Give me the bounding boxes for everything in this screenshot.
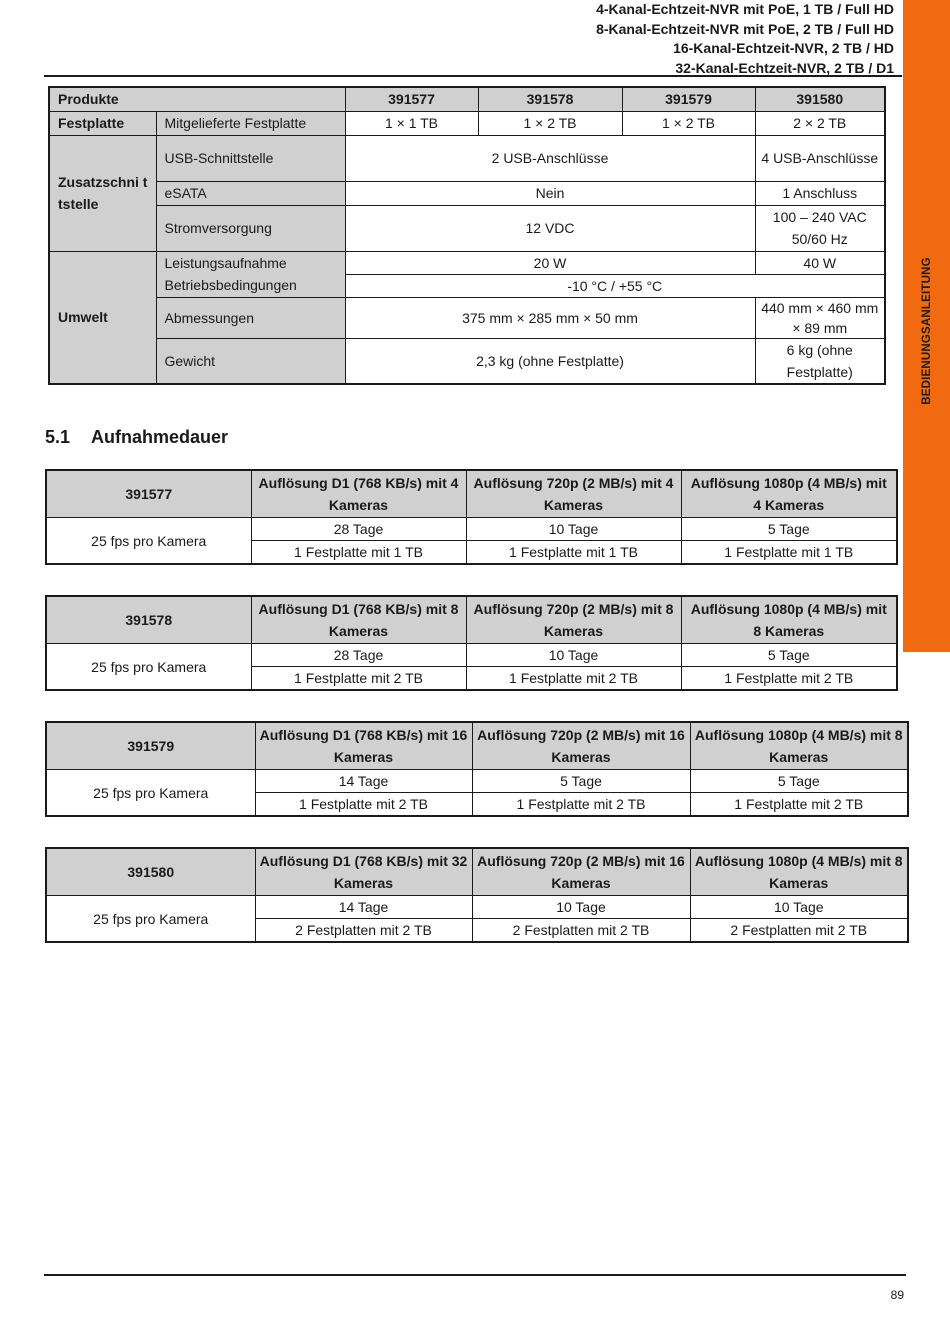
section-number: 5.1 [45, 427, 71, 447]
model-cell: 391579 [46, 722, 255, 770]
disk-cell: 1 Festplatte mit 2 TB [472, 793, 690, 817]
spec-value: 1 × 2 TB [478, 111, 622, 135]
resolution-header: Auflösung 720p (2 MB/s) mit 4 Kameras [466, 470, 681, 518]
resolution-header: Auflösung 1080p (4 MB/s) mit 8 Kameras [690, 848, 908, 896]
spec-value: 4 USB-Anschlüsse [755, 135, 885, 181]
spec-value: 1 × 2 TB [622, 111, 755, 135]
disk-cell: 1 Festplatte mit 1 TB [681, 541, 897, 565]
disk-cell: 2 Festplatten mit 2 TB [690, 919, 908, 943]
days-cell: 5 Tage [690, 770, 908, 793]
spec-value: 40 W [755, 251, 885, 274]
disk-cell: 1 Festplatte mit 1 TB [466, 541, 681, 565]
model-cell: 391578 [46, 596, 251, 644]
spec-label: Abmessungen [156, 297, 345, 338]
days-cell: 14 Tage [255, 896, 472, 919]
spec-table [48, 86, 886, 385]
spec-head-products: Produkte [49, 87, 345, 111]
resolution-header: Auflösung D1 (768 KB/s) mit 32 Kameras [255, 848, 472, 896]
resolution-header: Auflösung D1 (768 KB/s) mit 8 Kameras [251, 596, 466, 644]
spec-value: 1 Anschluss [755, 181, 885, 205]
spec-value: 440 mm × 460 mm × 89 mm [755, 297, 885, 338]
spec-value: 12 VDC [345, 205, 755, 251]
spec-group-umwelt: Umwelt [49, 251, 156, 384]
spec-head-model: 391580 [755, 87, 885, 111]
fps-label: 25 fps pro Kamera [46, 518, 251, 565]
header-divider [44, 75, 902, 77]
recording-table-391577 [45, 469, 898, 565]
spec-value: 20 W [345, 251, 755, 274]
spec-group-festplatte: Festplatte [49, 111, 156, 135]
days-cell: 14 Tage [255, 770, 472, 793]
spec-value: 2 × 2 TB [755, 111, 885, 135]
spec-label: eSATA [156, 181, 345, 205]
days-cell: 10 Tage [466, 518, 681, 541]
resolution-header: Auflösung 720p (2 MB/s) mit 16 Kameras [472, 848, 690, 896]
resolution-header: Auflösung 720p (2 MB/s) mit 8 Kameras [466, 596, 681, 644]
spec-label: USB-Schnittstelle [156, 135, 345, 181]
page-number: 89 [890, 1288, 904, 1302]
side-tab-text [903, 246, 950, 416]
spec-value: 1 × 1 TB [345, 111, 478, 135]
days-cell: 10 Tage [690, 896, 908, 919]
spec-value: 6 kg (ohne Festplatte) [755, 338, 885, 384]
spec-value: 2 USB-Anschlüsse [345, 135, 755, 181]
disk-cell: 2 Festplatten mit 2 TB [472, 919, 690, 943]
recording-table-391578 [45, 595, 898, 691]
footer-divider [44, 1274, 906, 1276]
days-cell: 28 Tage [251, 518, 466, 541]
fps-label: 25 fps pro Kamera [46, 770, 255, 817]
spec-value: 375 mm × 285 mm × 50 mm [345, 297, 755, 338]
days-cell: 28 Tage [251, 644, 466, 667]
disk-cell: 1 Festplatte mit 2 TB [681, 667, 897, 691]
recording-table-391580 [45, 847, 909, 943]
resolution-header: Auflösung D1 (768 KB/s) mit 16 Kameras [255, 722, 472, 770]
disk-cell: 1 Festplatte mit 2 TB [251, 667, 466, 691]
fps-label: 25 fps pro Kamera [46, 896, 255, 943]
section-heading [45, 427, 228, 448]
spec-value: -10 °C / +55 °C [345, 274, 885, 297]
spec-label: Mitgelieferte Festplatte [156, 111, 345, 135]
days-cell: 5 Tage [681, 644, 897, 667]
spec-head-model: 391579 [622, 87, 755, 111]
header-line: 16-Kanal-Echtzeit-NVR, 2 TB / HD [673, 40, 894, 56]
page-header [596, 0, 894, 78]
disk-cell: 1 Festplatte mit 2 TB [255, 793, 472, 817]
spec-label: Betriebsbedingungen [156, 274, 345, 297]
section-title: Aufnahmedauer [91, 427, 229, 447]
spec-value: 2,3 kg (ohne Festplatte) [345, 338, 755, 384]
resolution-header: Auflösung 1080p (4 MB/s) mit 8 Kameras [690, 722, 908, 770]
disk-cell: 1 Festplatte mit 2 TB [466, 667, 681, 691]
days-cell: 10 Tage [466, 644, 681, 667]
header-line: 8-Kanal-Echtzeit-NVR mit PoE, 2 TB / Full HD [596, 20, 894, 37]
model-cell: 391577 [46, 470, 251, 518]
spec-label: Gewicht [156, 338, 345, 384]
days-cell: 5 Tage [681, 518, 897, 541]
disk-cell: 2 Festplatten mit 2 TB [255, 919, 472, 943]
resolution-header: Auflösung 1080p (4 MB/s) mit 4 Kameras [681, 470, 897, 518]
recording-table-391579 [45, 721, 909, 817]
model-cell: 391580 [46, 848, 255, 896]
header-line: 32-Kanal-Echtzeit-NVR, 2 TB / D1 [675, 59, 894, 76]
resolution-header: Auflösung 720p (2 MB/s) mit 16 Kameras [472, 722, 690, 770]
disk-cell: 1 Festplatte mit 2 TB [690, 793, 908, 817]
spec-head-model: 391577 [345, 87, 478, 111]
spec-label: Leistungsaufnahme [156, 251, 345, 274]
days-cell: 5 Tage [472, 770, 690, 793]
resolution-header: Auflösung 1080p (4 MB/s) mit 8 Kameras [681, 596, 897, 644]
spec-head-model: 391578 [478, 87, 622, 111]
header-line: 4-Kanal-Echtzeit-NVR mit PoE, 1 TB / Full HD [596, 1, 894, 17]
spec-label: Stromversorgung [156, 205, 345, 251]
spec-group-zusatz: Zusatzschni ttstelle [49, 135, 156, 251]
spec-value: Nein [345, 181, 755, 205]
spec-value: 100 – 240 VAC 50/60 Hz [755, 205, 885, 251]
days-cell: 10 Tage [472, 896, 690, 919]
resolution-header: Auflösung D1 (768 KB/s) mit 4 Kameras [251, 470, 466, 518]
fps-label: 25 fps pro Kamera [46, 644, 251, 691]
side-tab-label: BEDIENUNGSANLEITUNG [920, 257, 933, 405]
disk-cell: 1 Festplatte mit 1 TB [251, 541, 466, 565]
